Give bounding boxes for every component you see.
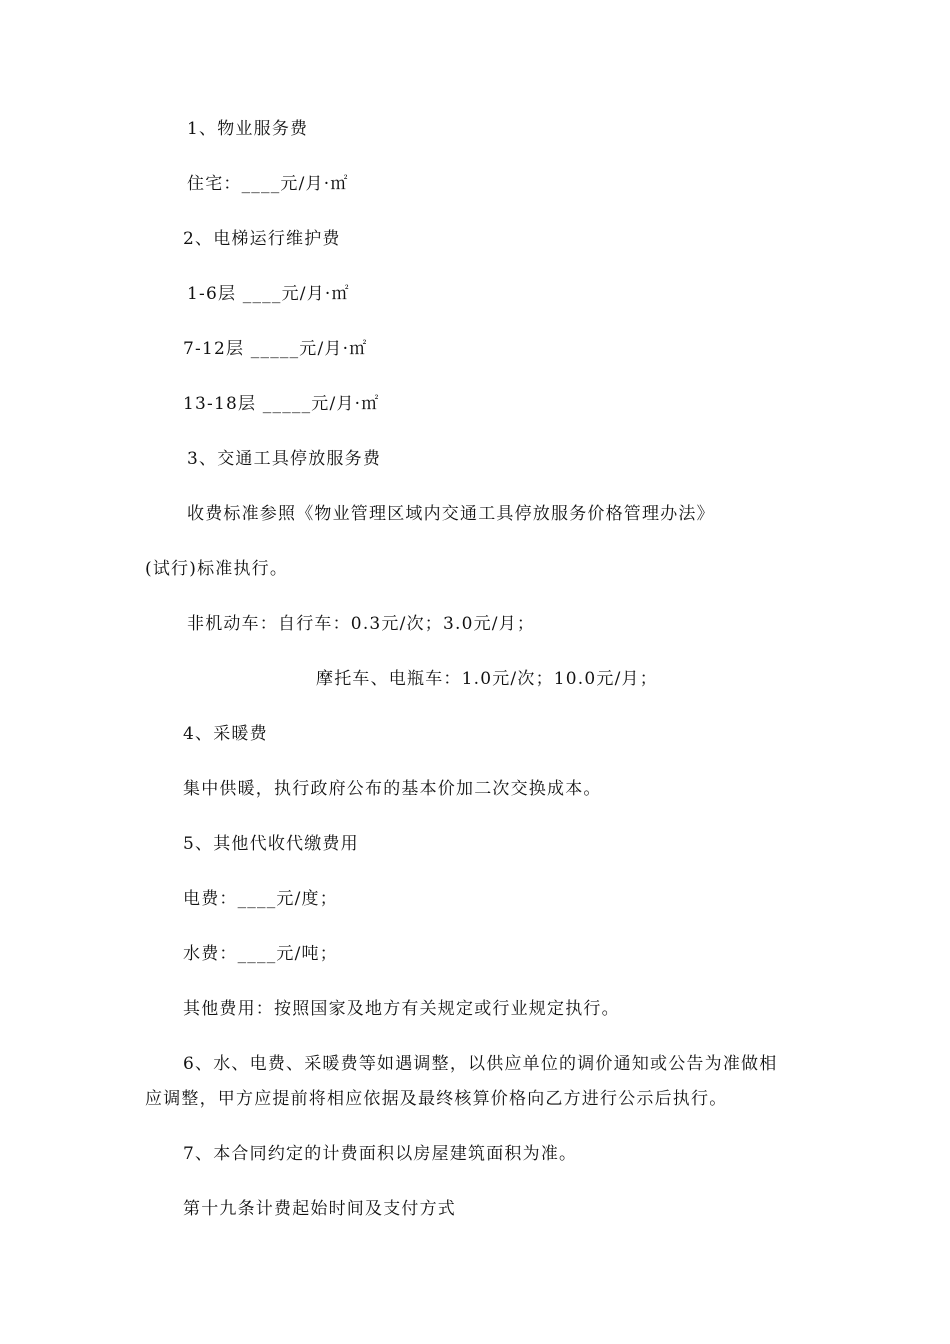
heading-parking-fee: 3、交通工具停放服务费: [187, 449, 382, 469]
article-19-heading: 第十九条计费起始时间及支付方式: [183, 1199, 456, 1219]
parking-fee-standard-line-1: 收费标准参照《物业管理区域内交通工具停放服务价格管理办法》: [187, 504, 715, 524]
water-fee-line: 水费：____元/吨；: [183, 944, 338, 964]
parking-fee-standard-line-2: (试行)标准执行。: [145, 559, 289, 579]
electricity-fee-line: 电费：____元/度；: [183, 889, 338, 909]
heading-other-collected-fees: 5、其他代收代缴费用: [183, 834, 359, 854]
heating-fee-description: 集中供暖，执行政府公布的基本价加二次交换成本。: [183, 779, 602, 799]
non-motor-vehicle-fee: 非机动车：自行车：0.3元/次；3.0元/月；: [187, 614, 536, 634]
adjustment-paragraph-line-2: 应调整，甲方应提前将相应依据及最终核算价格向乙方进行公示后执行。: [145, 1089, 728, 1109]
elevator-fee-floors-1-6: 1-6层 ____元/月·㎡: [187, 284, 350, 304]
residential-fee-line: 住宅：____元/月·㎡: [187, 174, 349, 194]
heading-heating-fee: 4、采暖费: [183, 724, 268, 744]
billing-area-clause: 7、本合同约定的计费面积以房屋建筑面积为准。: [183, 1144, 578, 1164]
other-fees-line: 其他费用：按照国家及地方有关规定或行业规定执行。: [183, 999, 620, 1019]
adjustment-paragraph-line-1: 6、水、电费、采暖费等如遇调整，以供应单位的调价通知或公告为准做相: [183, 1054, 778, 1074]
elevator-fee-floors-13-18: 13-18层 _____元/月·㎡: [183, 394, 380, 414]
heading-elevator-fee: 2、电梯运行维护费: [183, 229, 341, 249]
motorcycle-fee: 摩托车、电瓶车：1.0元/次；10.0元/月；: [316, 669, 658, 689]
elevator-fee-floors-7-12: 7-12层 _____元/月·㎡: [183, 339, 368, 359]
heading-property-service-fee: 1、物业服务费: [187, 119, 309, 139]
